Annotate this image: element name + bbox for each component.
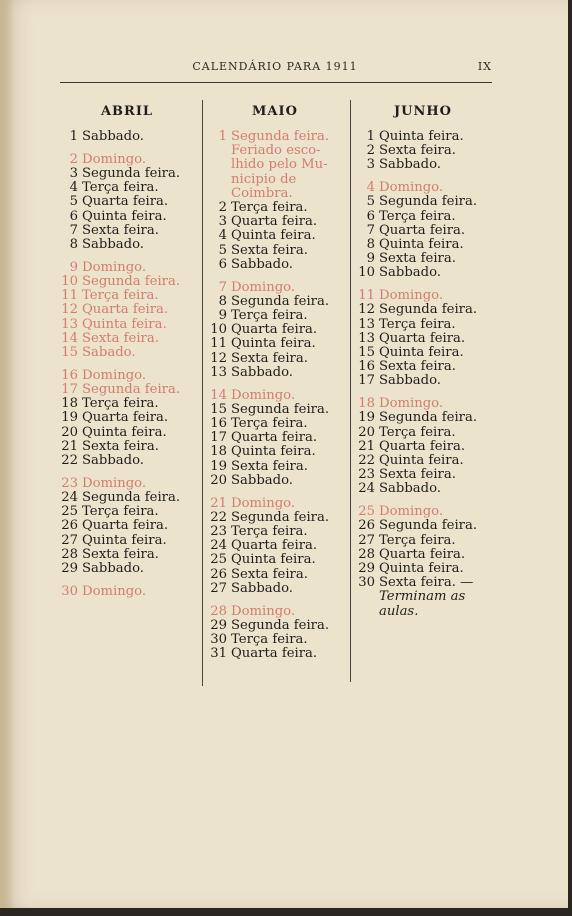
day-text-line: Terminam as bbox=[379, 589, 466, 605]
day-entry bbox=[205, 130, 345, 201]
day-entry bbox=[56, 585, 198, 599]
day-entry bbox=[353, 332, 493, 346]
day-number: 21 bbox=[358, 438, 375, 454]
day-text: Sexta feira. bbox=[82, 546, 159, 562]
month-column-junho bbox=[353, 102, 493, 619]
day-number: 12 bbox=[358, 302, 375, 318]
day-number: 22 bbox=[61, 453, 78, 469]
day-entry bbox=[205, 337, 345, 351]
day-number: 18 bbox=[358, 396, 375, 412]
day-number: 25 bbox=[61, 504, 78, 520]
day-text: Sabado. bbox=[82, 345, 136, 361]
day-number: 29 bbox=[358, 561, 375, 577]
day-text: Domingo. bbox=[379, 180, 444, 196]
day-entry bbox=[205, 474, 345, 488]
day-number: 7 bbox=[69, 222, 78, 238]
day-text: Terça feira. bbox=[231, 308, 308, 324]
day-entry bbox=[205, 389, 345, 403]
day-entry bbox=[353, 505, 493, 519]
day-number: 2 bbox=[69, 151, 78, 167]
day-list bbox=[205, 130, 345, 661]
day-entry bbox=[205, 582, 345, 596]
day-text: Quinta feira. bbox=[231, 228, 316, 244]
day-number: 26 bbox=[61, 518, 78, 534]
day-entry bbox=[353, 519, 493, 533]
day-text: Segunda feira. bbox=[379, 518, 478, 534]
day-number: 11 bbox=[61, 288, 78, 304]
day-entry bbox=[56, 261, 198, 275]
day-text: Quarta feira. bbox=[231, 322, 318, 338]
day-number: 7 bbox=[218, 279, 227, 295]
day-text: Segunda feira. bbox=[379, 302, 478, 318]
day-entry bbox=[56, 505, 198, 519]
day-number: 2 bbox=[218, 200, 227, 216]
day-entry bbox=[353, 374, 493, 388]
day-entry bbox=[56, 275, 198, 289]
day-entry bbox=[353, 238, 493, 252]
day-entry bbox=[56, 534, 198, 548]
day-entry bbox=[353, 426, 493, 440]
day-number: 12 bbox=[61, 302, 78, 318]
header-rule bbox=[60, 82, 492, 83]
day-text: Domingo. bbox=[379, 396, 444, 412]
day-entry bbox=[56, 130, 198, 144]
day-number: 6 bbox=[218, 256, 227, 272]
day-text: Quarta feira. bbox=[379, 438, 466, 454]
day-text: Quinta feira. bbox=[231, 336, 316, 352]
day-text: Sexta feira. bbox=[82, 330, 159, 346]
day-text: Domingo. bbox=[231, 387, 296, 403]
day-entry bbox=[353, 468, 493, 482]
day-entry bbox=[56, 477, 198, 491]
day-number: 7 bbox=[366, 222, 375, 238]
day-text: Sabbado. bbox=[379, 481, 441, 497]
day-text: Domingo. bbox=[82, 259, 147, 275]
day-entry bbox=[205, 352, 345, 366]
day-text: Quarta feira. bbox=[379, 330, 466, 346]
day-text: Domingo. bbox=[231, 495, 296, 511]
day-entry bbox=[56, 369, 198, 383]
day-entry bbox=[56, 332, 198, 346]
day-entry bbox=[56, 224, 198, 238]
day-text: Sabbado. bbox=[231, 256, 293, 272]
day-number: 29 bbox=[210, 617, 227, 633]
day-number: 5 bbox=[69, 194, 78, 210]
day-list bbox=[56, 130, 198, 599]
day-number: 16 bbox=[210, 416, 227, 432]
day-text: Sexta feira. bbox=[231, 458, 308, 474]
day-entry bbox=[205, 460, 345, 474]
day-number: 18 bbox=[210, 444, 227, 460]
day-text: Sexta feira. bbox=[379, 251, 456, 267]
day-text: Terça feira. bbox=[379, 316, 456, 332]
day-entry bbox=[205, 568, 345, 582]
day-number: 22 bbox=[210, 509, 227, 525]
day-number: 26 bbox=[358, 518, 375, 534]
day-text: Sabbado. bbox=[231, 472, 293, 488]
day-entry bbox=[205, 403, 345, 417]
day-text: Terça feira. bbox=[379, 208, 456, 224]
day-number: 18 bbox=[61, 396, 78, 412]
column-divider bbox=[202, 100, 203, 686]
day-number: 22 bbox=[358, 453, 375, 469]
day-entry bbox=[353, 266, 493, 280]
day-text: Segunda feira. bbox=[231, 617, 330, 633]
day-text: Quinta feira. bbox=[379, 561, 464, 577]
day-text: Sabbado. bbox=[231, 580, 293, 596]
day-entry bbox=[353, 454, 493, 468]
day-entry bbox=[205, 309, 345, 323]
day-text: Sabbado. bbox=[379, 157, 441, 173]
day-number: 28 bbox=[358, 546, 375, 562]
day-text: Domingo. bbox=[82, 583, 147, 599]
day-text: Quarta feira. bbox=[82, 518, 169, 534]
month-column-maio bbox=[205, 102, 345, 661]
day-number: 30 bbox=[210, 632, 227, 648]
day-text: Domingo. bbox=[231, 279, 296, 295]
day-number: 3 bbox=[366, 157, 375, 173]
day-entry bbox=[205, 619, 345, 633]
day-number: 11 bbox=[210, 336, 227, 352]
day-number: 23 bbox=[210, 524, 227, 540]
day-list bbox=[353, 130, 493, 619]
day-number: 27 bbox=[358, 532, 375, 548]
day-entry bbox=[353, 130, 493, 144]
day-number: 29 bbox=[61, 561, 78, 577]
day-text: Domingo. bbox=[82, 367, 147, 383]
day-number: 17 bbox=[358, 373, 375, 389]
day-entry bbox=[353, 224, 493, 238]
day-entry bbox=[205, 215, 345, 229]
day-text: Quarta feira. bbox=[231, 430, 318, 446]
day-number: 10 bbox=[210, 322, 227, 338]
day-entry bbox=[205, 553, 345, 567]
day-number: 13 bbox=[358, 316, 375, 332]
day-text: Segunda feira. bbox=[82, 382, 181, 398]
day-text: Quarta feira. bbox=[379, 546, 466, 562]
day-text: Sexta feira. bbox=[231, 350, 308, 366]
day-number: 24 bbox=[61, 490, 78, 506]
day-number: 16 bbox=[61, 367, 78, 383]
day-text-line: Coimbra. bbox=[231, 185, 293, 201]
day-entry bbox=[205, 497, 345, 511]
day-text: Quarta feira. bbox=[82, 194, 169, 210]
day-entry bbox=[205, 366, 345, 380]
day-text: Segunda feira. bbox=[82, 274, 181, 290]
day-entry bbox=[56, 411, 198, 425]
day-number: 3 bbox=[69, 166, 78, 181]
day-entry bbox=[353, 252, 493, 266]
day-number: 4 bbox=[366, 180, 375, 196]
day-number: 9 bbox=[69, 259, 78, 275]
day-entry bbox=[205, 323, 345, 337]
day-text: Quinta feira. bbox=[82, 316, 167, 332]
page-number: IX bbox=[477, 60, 492, 73]
day-entry bbox=[56, 440, 198, 454]
month-heading: ABRIL bbox=[100, 104, 154, 119]
day-text: Sabbado. bbox=[82, 453, 144, 469]
day-text: Segunda feira. bbox=[231, 401, 330, 417]
day-number: 30 bbox=[358, 575, 375, 591]
page-spine-shadow bbox=[0, 0, 14, 908]
day-entry bbox=[205, 229, 345, 243]
day-entry bbox=[205, 605, 345, 619]
day-text: Quarta feira. bbox=[82, 410, 169, 426]
day-entry bbox=[205, 244, 345, 258]
day-number: 10 bbox=[61, 274, 78, 290]
day-text: Sexta feira. bbox=[82, 222, 159, 238]
column-divider bbox=[350, 100, 351, 682]
day-entry bbox=[353, 158, 493, 172]
day-text: Quinta feira. bbox=[82, 424, 167, 440]
month-heading: MAIO bbox=[252, 104, 298, 119]
day-text: Domingo. bbox=[231, 603, 296, 619]
day-text: Quarta feira. bbox=[379, 222, 466, 238]
day-text: Terça feira. bbox=[231, 524, 308, 540]
day-entry bbox=[56, 181, 198, 195]
day-entry bbox=[205, 539, 345, 553]
day-text: Quinta feira. bbox=[231, 444, 316, 460]
day-text-line: nicipio de bbox=[231, 171, 297, 187]
day-number: 10 bbox=[358, 265, 375, 281]
day-text: Quarta feira. bbox=[231, 538, 318, 554]
day-number: 3 bbox=[218, 214, 227, 230]
day-text: Terça feira. bbox=[379, 532, 456, 548]
day-entry bbox=[205, 281, 345, 295]
day-entry bbox=[56, 519, 198, 533]
day-entry bbox=[353, 144, 493, 158]
day-number: 17 bbox=[61, 382, 78, 398]
day-text: Sabbado. bbox=[231, 364, 293, 380]
day-entry bbox=[205, 525, 345, 539]
day-entry bbox=[56, 167, 198, 181]
day-number: 13 bbox=[210, 364, 227, 380]
day-number: 8 bbox=[218, 293, 227, 309]
day-number: 6 bbox=[366, 208, 375, 224]
day-number: 11 bbox=[358, 288, 375, 304]
day-text: Terça feira. bbox=[82, 504, 159, 520]
day-number: 8 bbox=[366, 237, 375, 253]
day-entry bbox=[205, 295, 345, 309]
day-number: 8 bbox=[69, 237, 78, 253]
day-number: 25 bbox=[210, 552, 227, 568]
day-number: 31 bbox=[210, 646, 227, 662]
day-entry bbox=[56, 195, 198, 209]
day-text: Domingo. bbox=[82, 151, 147, 167]
day-number: 4 bbox=[69, 180, 78, 196]
day-text: Quinta feira. bbox=[379, 129, 464, 144]
day-entry bbox=[56, 303, 198, 317]
day-text: Sexta feira. bbox=[379, 359, 456, 375]
day-number: 20 bbox=[210, 472, 227, 488]
day-entry bbox=[56, 491, 198, 505]
day-number: 15 bbox=[61, 345, 78, 361]
day-entry bbox=[353, 576, 493, 619]
day-number: 14 bbox=[210, 387, 227, 403]
day-entry bbox=[56, 454, 198, 468]
day-number: 21 bbox=[210, 495, 227, 511]
day-text: Sabbado. bbox=[82, 237, 144, 253]
day-text: Sabbado. bbox=[82, 129, 144, 144]
day-text: Sexta feira. bbox=[231, 242, 308, 258]
day-entry bbox=[353, 181, 493, 195]
day-text: Terça feira. bbox=[82, 180, 159, 196]
day-text: Segunda feira. bbox=[379, 410, 478, 426]
day-text: Terça feira. bbox=[379, 424, 456, 440]
month-column-abril bbox=[56, 102, 198, 599]
day-text-line: aulas. bbox=[379, 603, 419, 619]
day-number: 24 bbox=[210, 538, 227, 554]
day-text: Sexta feira. bbox=[82, 438, 159, 454]
day-entry bbox=[353, 482, 493, 496]
day-entry bbox=[205, 258, 345, 272]
day-number: 25 bbox=[358, 504, 375, 520]
day-text: Sexta feira. bbox=[379, 143, 456, 159]
day-entry bbox=[353, 397, 493, 411]
page-title: CALENDÁRIO PARA 1911 bbox=[192, 60, 358, 73]
day-text: Quinta feira. bbox=[379, 345, 464, 361]
day-text: Quarta feira. bbox=[231, 646, 318, 662]
day-text: Domingo. bbox=[379, 504, 444, 520]
day-number: 6 bbox=[69, 208, 78, 224]
day-text: Sabbado. bbox=[82, 561, 144, 577]
day-text: Quinta feira. bbox=[82, 532, 167, 548]
day-number: 1 bbox=[366, 129, 375, 144]
day-number: 9 bbox=[218, 308, 227, 324]
day-text: Quarta feira. bbox=[82, 302, 169, 318]
day-text: Domingo. bbox=[82, 475, 147, 491]
day-entry bbox=[353, 562, 493, 576]
day-number: 1 bbox=[218, 129, 227, 144]
day-entry bbox=[353, 548, 493, 562]
day-entry bbox=[353, 303, 493, 317]
day-entry bbox=[56, 289, 198, 303]
day-number: 28 bbox=[61, 546, 78, 562]
day-entry bbox=[353, 195, 493, 209]
day-number: 12 bbox=[210, 350, 227, 366]
day-entry bbox=[353, 534, 493, 548]
day-entry bbox=[56, 318, 198, 332]
day-text: Segunda feira. bbox=[379, 194, 478, 210]
day-text: Segunda feira. bbox=[82, 166, 181, 181]
day-text: Quinta feira. bbox=[379, 453, 464, 469]
day-text: Segunda feira. bbox=[231, 509, 330, 525]
day-text: Domingo. bbox=[379, 288, 444, 304]
day-number: 16 bbox=[358, 359, 375, 375]
day-text: Sabbado. bbox=[379, 265, 441, 281]
day-text-line: lhido pelo Mu- bbox=[231, 157, 328, 173]
day-text-line: Segunda feira. bbox=[231, 129, 330, 144]
day-entry bbox=[353, 318, 493, 332]
day-entry bbox=[205, 417, 345, 431]
day-number: 21 bbox=[61, 438, 78, 454]
day-number: 13 bbox=[61, 316, 78, 332]
day-number: 27 bbox=[61, 532, 78, 548]
day-text: Segunda feira. bbox=[82, 490, 181, 506]
day-entry bbox=[353, 411, 493, 425]
day-number: 5 bbox=[366, 194, 375, 210]
day-text: Terça feira. bbox=[82, 396, 159, 412]
day-number: 20 bbox=[61, 424, 78, 440]
day-text: Sexta feira. bbox=[231, 566, 308, 582]
day-number: 2 bbox=[366, 143, 375, 159]
day-number: 9 bbox=[366, 251, 375, 267]
day-text: Terça feira. bbox=[231, 632, 308, 648]
day-text: Sabbado. bbox=[379, 373, 441, 389]
day-entry bbox=[56, 238, 198, 252]
day-number: 30 bbox=[61, 583, 78, 599]
day-entry bbox=[56, 383, 198, 397]
day-entry bbox=[205, 445, 345, 459]
day-number: 14 bbox=[61, 330, 78, 346]
day-number: 20 bbox=[358, 424, 375, 440]
day-text: Terça feira. bbox=[82, 288, 159, 304]
day-number: 28 bbox=[210, 603, 227, 619]
day-number: 13 bbox=[358, 330, 375, 346]
day-number: 17 bbox=[210, 430, 227, 446]
day-entry bbox=[56, 210, 198, 224]
day-text: Quinta feira. bbox=[231, 552, 316, 568]
day-entry bbox=[353, 440, 493, 454]
day-number: 15 bbox=[358, 345, 375, 361]
day-text: Terça feira. bbox=[231, 416, 308, 432]
day-number: 19 bbox=[210, 458, 227, 474]
day-text: Segunda feira. bbox=[231, 293, 330, 309]
day-entry bbox=[56, 397, 198, 411]
day-number: 19 bbox=[358, 410, 375, 426]
month-heading: JUNHO bbox=[394, 104, 452, 119]
day-entry bbox=[205, 201, 345, 215]
day-number: 24 bbox=[358, 481, 375, 497]
day-entry bbox=[56, 346, 198, 360]
day-entry bbox=[353, 289, 493, 303]
day-number: 19 bbox=[61, 410, 78, 426]
day-entry bbox=[353, 346, 493, 360]
day-number: 23 bbox=[358, 467, 375, 483]
day-number: 4 bbox=[218, 228, 227, 244]
day-number: 23 bbox=[61, 475, 78, 491]
day-number: 26 bbox=[210, 566, 227, 582]
day-text: Quinta feira. bbox=[379, 237, 464, 253]
day-entry bbox=[56, 548, 198, 562]
day-entry bbox=[205, 633, 345, 647]
day-text-line: Feriado esco- bbox=[231, 143, 321, 159]
day-entry bbox=[56, 562, 198, 576]
day-entry bbox=[56, 426, 198, 440]
day-number: 27 bbox=[210, 580, 227, 596]
day-number: 15 bbox=[210, 401, 227, 417]
day-number: 1 bbox=[69, 129, 78, 144]
day-text: Terça feira. bbox=[231, 200, 308, 216]
day-entry bbox=[205, 431, 345, 445]
day-text-line: Sexta feira. — bbox=[379, 575, 474, 591]
day-text: Sexta feira. bbox=[379, 467, 456, 483]
day-entry bbox=[56, 153, 198, 167]
day-entry bbox=[205, 511, 345, 525]
day-entry bbox=[353, 210, 493, 224]
day-text: Quinta feira. bbox=[82, 208, 167, 224]
day-text: Quarta feira. bbox=[231, 214, 318, 230]
day-entry bbox=[353, 360, 493, 374]
day-number: 5 bbox=[218, 242, 227, 258]
day-entry bbox=[205, 647, 345, 661]
